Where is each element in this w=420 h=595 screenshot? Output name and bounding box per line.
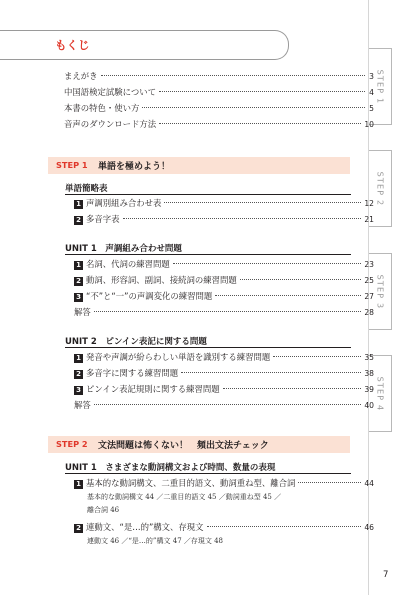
- step-tab-label: STEP 4: [375, 376, 385, 411]
- toc-entry[interactable]: [74, 306, 374, 319]
- page-ref: 23: [364, 260, 374, 269]
- leader-dots: [142, 107, 365, 108]
- page-ref: 10: [364, 120, 374, 129]
- entry-label: 声調別組み合わせ表: [86, 198, 162, 208]
- sub-entries: 基本的な動詞構文 44 ／二重目的語文 45 ／動詞重ね型 45 ／: [87, 493, 282, 501]
- toc-entry[interactable]: [64, 70, 374, 83]
- step2-section-bar: [48, 436, 350, 453]
- entry-label: 動詞、形容詞、副詞、接続詞の練習問題: [86, 275, 237, 285]
- entry-label: 音声のダウンロード方法: [64, 119, 157, 129]
- entry-label: 解答: [74, 307, 91, 317]
- leader-dots: [215, 295, 361, 296]
- sub-entries: 離合詞 46: [87, 506, 120, 514]
- unit-heading: UNIT 1 声調組み合わせ問題: [65, 244, 182, 254]
- leader-dots: [223, 388, 362, 389]
- page-ref: 27: [364, 292, 374, 301]
- step-tab-label: STEP 2: [375, 171, 385, 206]
- toc-entry[interactable]: [74, 477, 374, 490]
- item-number-badge: 1: [74, 261, 83, 270]
- leader-dots: [123, 218, 362, 219]
- toc-entry[interactable]: [64, 102, 374, 115]
- page-ref: 5: [369, 104, 374, 113]
- page-ref: 12: [364, 199, 374, 208]
- leader-dots: [273, 356, 361, 357]
- step-tag: STEP 1: [56, 160, 88, 170]
- item-number-badge: 3: [74, 386, 83, 395]
- heading-rule: [65, 347, 351, 348]
- page-ref: 4: [369, 88, 374, 97]
- unit-heading: UNIT 1 さまざまな動詞構文および時間、数量の表現: [65, 463, 276, 473]
- entry-label: ピンイン表記規則に関する練習問題: [86, 384, 220, 394]
- leader-dots: [101, 75, 366, 76]
- item-number-badge: 1: [74, 200, 83, 209]
- entry-label: 本書の特色・使い方: [64, 103, 140, 113]
- entry-label: 多音字に関する練習問題: [86, 368, 179, 378]
- heading-rule: [65, 254, 351, 255]
- section-title: 文法問題は怖くない！ 頻出文法チェック: [98, 441, 269, 451]
- page-ref: 46: [364, 523, 374, 532]
- item-number-badge: 2: [74, 370, 83, 379]
- leader-dots: [173, 263, 362, 264]
- unit-heading: UNIT 2 ピンイン表記に関する問題: [65, 337, 207, 347]
- toc-entry[interactable]: [74, 197, 374, 210]
- group-heading: 単語簡略表: [65, 184, 108, 194]
- entry-label: 発音や声調が紛らわしい単語を識別する練習問題: [86, 352, 271, 362]
- page-ref: 44: [364, 479, 374, 488]
- toc-entry[interactable]: [74, 258, 374, 271]
- step-tab-label: STEP 3: [375, 274, 385, 309]
- page-ref: 39: [364, 385, 374, 394]
- leader-dots: [298, 482, 361, 483]
- toc-title: もくじ: [55, 38, 90, 52]
- toc-entry[interactable]: [74, 521, 374, 534]
- section-title: 単語を極めよう！: [98, 162, 171, 172]
- step-tag: STEP 2: [56, 439, 88, 449]
- heading-rule: [65, 473, 351, 474]
- entry-label: 多音字表: [86, 214, 120, 224]
- toc-entry[interactable]: [74, 274, 374, 287]
- item-number-badge: 2: [74, 277, 83, 286]
- page-ref: 35: [364, 353, 374, 362]
- toc-entry[interactable]: [64, 118, 374, 131]
- sub-entries: 連動文 46 ／“是…的”構文 47 ／存現文 48: [87, 537, 224, 545]
- entry-label: 基本的な動詞構文、二重目的語文、動詞重ね型、離合詞: [86, 478, 296, 488]
- step1-section-bar: [48, 157, 350, 174]
- entry-label: “不”と“一”の声調変化の練習問題: [86, 291, 213, 301]
- item-number-badge: 2: [74, 524, 83, 533]
- item-number-badge: 1: [74, 480, 83, 489]
- leader-dots: [164, 202, 361, 203]
- entry-label: 解答: [74, 400, 91, 410]
- step-tab-label: STEP 1: [375, 69, 385, 104]
- heading-rule: [65, 194, 351, 195]
- item-number-badge: 3: [74, 293, 83, 302]
- leader-dots: [159, 123, 361, 124]
- entry-label: 名詞、代詞の練習問題: [86, 259, 170, 269]
- leader-dots: [94, 404, 362, 405]
- toc-entry[interactable]: [64, 86, 374, 99]
- leader-dots: [181, 372, 361, 373]
- page-ref: 3: [369, 72, 374, 81]
- toc-entry[interactable]: [74, 399, 374, 412]
- toc-entry[interactable]: [74, 383, 374, 396]
- toc-entry[interactable]: [74, 290, 374, 303]
- page-ref: 40: [364, 401, 374, 410]
- leader-dots: [207, 526, 362, 527]
- toc-entry[interactable]: [74, 351, 374, 364]
- leader-dots: [94, 311, 362, 312]
- item-number-badge: 2: [74, 216, 83, 225]
- page-ref: 25: [364, 276, 374, 285]
- leader-dots: [240, 279, 362, 280]
- entry-label: 連動文、“是…的”構文、存現文: [86, 522, 204, 532]
- page-number: 7: [383, 570, 389, 580]
- toc-entry[interactable]: [74, 213, 374, 226]
- page-ref: 28: [364, 308, 374, 317]
- toc-entry[interactable]: [74, 367, 374, 380]
- item-number-badge: 1: [74, 354, 83, 363]
- entry-label: まえがき: [64, 71, 98, 81]
- toc-header-tab: [0, 30, 289, 60]
- page-ref: 21: [364, 215, 374, 224]
- page-ref: 38: [364, 369, 374, 378]
- entry-label: 中国語検定試験について: [64, 87, 156, 97]
- leader-dots: [159, 91, 365, 92]
